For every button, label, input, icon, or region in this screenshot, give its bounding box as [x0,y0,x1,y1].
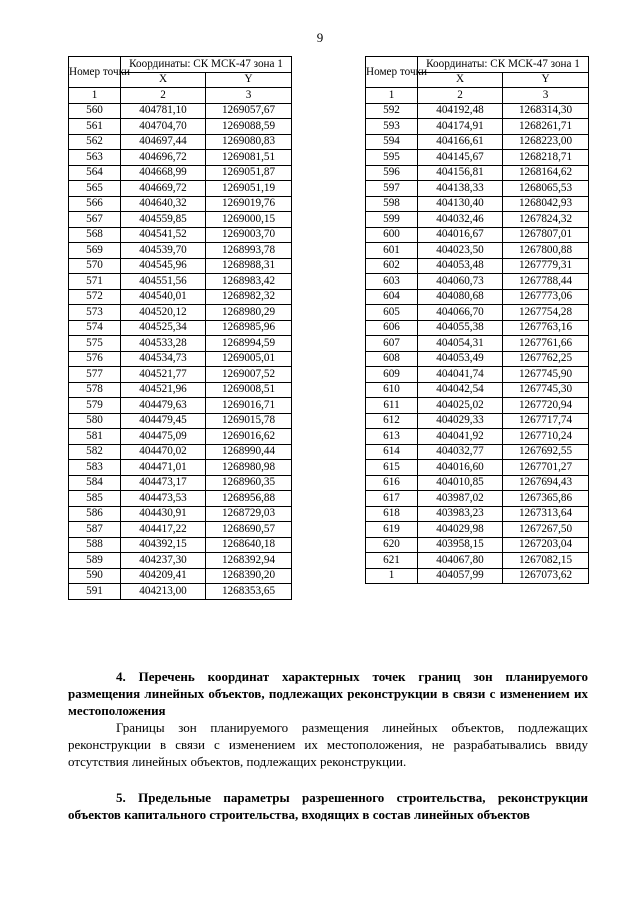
table-row [366,150,589,166]
table-row [366,460,589,476]
table-row [69,227,292,243]
y-coordinate-cell: 1267824,32 [503,212,589,228]
point-number-cell: 611 [366,398,418,414]
table-row [366,320,589,336]
point-number-cell: 1 [366,568,418,584]
point-number-cell: 577 [69,367,121,383]
y-coordinate-cell: 1268729,03 [206,506,292,522]
point-number-cell: 612 [366,413,418,429]
x-header: X [418,72,503,88]
point-number-cell: 613 [366,429,418,445]
y-coordinate-cell: 1267365,86 [503,491,589,507]
x-coordinate-cell: 404174,91 [418,119,503,135]
point-number-cell: 618 [366,506,418,522]
x-coordinate-cell: 404392,15 [121,537,206,553]
y-coordinate-cell: 1267754,28 [503,305,589,321]
y-coordinate-cell: 1268640,18 [206,537,292,553]
table-row [69,150,292,166]
point-number-cell: 604 [366,289,418,305]
col-index-3: 3 [206,88,292,104]
point-number-cell: 560 [69,103,121,119]
x-coordinate-cell: 404055,38 [418,320,503,336]
x-coordinate-cell: 404080,68 [418,289,503,305]
y-coordinate-cell: 1269051,87 [206,165,292,181]
section-4-heading: 4. Перечень координат характерных точек границ зон планируемого размещения линейных объектов, подлежащих реконструкции в связи с изменением их местоположения [68,669,588,718]
x-coordinate-cell: 404025,02 [418,398,503,414]
table-row [366,134,589,150]
col-index-2: 2 [121,88,206,104]
x-coordinate-cell: 404781,10 [121,103,206,119]
table-row [69,103,292,119]
col-index-1: 1 [366,88,418,104]
x-coordinate-cell: 404473,53 [121,491,206,507]
y-coordinate-cell: 1267800,88 [503,243,589,259]
table-row [69,119,292,135]
point-number-cell: 578 [69,382,121,398]
point-number-cell: 597 [366,181,418,197]
point-number-cell: 606 [366,320,418,336]
point-number-header: Номер точки [69,57,121,88]
point-number-cell: 571 [69,274,121,290]
x-header: X [121,72,206,88]
y-coordinate-cell: 1269003,70 [206,227,292,243]
y-coordinate-cell: 1268988,31 [206,258,292,274]
y-coordinate-cell: 1267717,74 [503,413,589,429]
point-number-cell: 608 [366,351,418,367]
y-coordinate-cell: 1268164,62 [503,165,589,181]
section-4-body: Границы зон планируемого размещения линейных объектов, подлежащих реконструкции в связи с изменением их местоположения, не разрабатывались ввиду отсутствия линейных объектов, подлежащих реконструкции. [68,720,588,769]
y-coordinate-cell: 1267082,15 [503,553,589,569]
point-number-cell: 599 [366,212,418,228]
y-coordinate-cell: 1267701,27 [503,460,589,476]
col-index-3: 3 [503,88,589,104]
x-coordinate-cell: 404471,01 [121,460,206,476]
y-coordinate-cell: 1268990,44 [206,444,292,460]
y-coordinate-cell: 1267073,62 [503,568,589,584]
x-coordinate-cell: 404156,81 [418,165,503,181]
x-coordinate-cell: 404029,33 [418,413,503,429]
table-row [69,568,292,584]
y-coordinate-cell: 1267710,24 [503,429,589,445]
x-coordinate-cell: 404023,50 [418,243,503,259]
point-number-cell: 564 [69,165,121,181]
point-number-cell: 602 [366,258,418,274]
x-coordinate-cell: 404520,12 [121,305,206,321]
x-coordinate-cell: 404541,52 [121,227,206,243]
table-row [366,429,589,445]
table-row [69,212,292,228]
y-coordinate-cell: 1268261,71 [503,119,589,135]
x-coordinate-cell: 404032,46 [418,212,503,228]
x-coordinate-cell: 403958,15 [418,537,503,553]
table-row [366,475,589,491]
table-row [366,181,589,197]
x-coordinate-cell: 404067,80 [418,553,503,569]
y-coordinate-cell: 1268960,35 [206,475,292,491]
point-number-cell: 562 [69,134,121,150]
coordinates-table-left [68,56,292,600]
table-row [366,537,589,553]
table-row [69,243,292,259]
point-number-cell: 588 [69,537,121,553]
point-number-cell: 589 [69,553,121,569]
col-index-2: 2 [418,88,503,104]
x-coordinate-cell: 404521,96 [121,382,206,398]
point-number-cell: 621 [366,553,418,569]
table-row [69,289,292,305]
y-coordinate-cell: 1267267,50 [503,522,589,538]
y-coordinate-cell: 1267694,43 [503,475,589,491]
table-row [366,305,589,321]
x-coordinate-cell: 404704,70 [121,119,206,135]
point-number-cell: 584 [69,475,121,491]
y-coordinate-cell: 1269019,76 [206,196,292,212]
point-number-cell: 601 [366,243,418,259]
y-coordinate-cell: 1268956,88 [206,491,292,507]
point-number-cell: 575 [69,336,121,352]
point-number-cell: 574 [69,320,121,336]
table-row [69,382,292,398]
point-number-cell: 580 [69,413,121,429]
table-row [69,584,292,600]
y-header: Y [503,72,589,88]
table-row [69,553,292,569]
x-coordinate-cell: 404640,32 [121,196,206,212]
x-coordinate-cell: 404473,17 [121,475,206,491]
x-coordinate-cell: 404053,48 [418,258,503,274]
y-coordinate-cell: 1267779,31 [503,258,589,274]
table-row [366,119,589,135]
point-number-cell: 615 [366,460,418,476]
x-coordinate-cell: 404042,54 [418,382,503,398]
x-coordinate-cell: 404534,73 [121,351,206,367]
table-row [366,243,589,259]
y-coordinate-cell: 1268218,71 [503,150,589,166]
x-coordinate-cell: 404130,40 [418,196,503,212]
point-number-cell: 581 [69,429,121,445]
point-number-cell: 590 [69,568,121,584]
point-number-cell: 587 [69,522,121,538]
table-row [69,165,292,181]
table-row [366,398,589,414]
y-coordinate-cell: 1269007,52 [206,367,292,383]
y-coordinate-cell: 1269088,59 [206,119,292,135]
y-coordinate-cell: 1267762,25 [503,351,589,367]
coord-system-header: Координаты: СК МСК-47 зона 1 [121,57,292,73]
point-number-cell: 579 [69,398,121,414]
point-number-cell: 600 [366,227,418,243]
x-coordinate-cell: 404213,00 [121,584,206,600]
y-coordinate-cell: 1268353,65 [206,584,292,600]
point-number-cell: 605 [366,305,418,321]
point-number-cell: 607 [366,336,418,352]
y-coordinate-cell: 1269015,78 [206,413,292,429]
y-coordinate-cell: 1268980,98 [206,460,292,476]
point-number-cell: 595 [366,150,418,166]
y-coordinate-cell: 1268390,20 [206,568,292,584]
table-row [366,212,589,228]
x-coordinate-cell: 404417,22 [121,522,206,538]
table-row [69,398,292,414]
point-number-cell: 570 [69,258,121,274]
point-number-cell: 603 [366,274,418,290]
point-number-cell: 561 [69,119,121,135]
y-coordinate-cell: 1268690,57 [206,522,292,538]
x-coordinate-cell: 404479,45 [121,413,206,429]
y-coordinate-cell: 1267761,66 [503,336,589,352]
point-number-cell: 594 [366,134,418,150]
y-coordinate-cell: 1268223,00 [503,134,589,150]
point-number-cell: 572 [69,289,121,305]
x-coordinate-cell: 404029,98 [418,522,503,538]
point-number-cell: 569 [69,243,121,259]
y-coordinate-cell: 1269080,83 [206,134,292,150]
table-row [366,506,589,522]
point-number-cell: 568 [69,227,121,243]
x-coordinate-cell: 404669,72 [121,181,206,197]
point-number-cell: 617 [366,491,418,507]
table-row [366,227,589,243]
table-row [69,181,292,197]
table-row [366,258,589,274]
col-index-1: 1 [69,88,121,104]
table-row [366,522,589,538]
x-coordinate-cell: 404559,85 [121,212,206,228]
y-coordinate-cell: 1269016,62 [206,429,292,445]
y-coordinate-cell: 1268314,30 [503,103,589,119]
table-row [69,367,292,383]
table-row [366,444,589,460]
point-number-cell: 566 [69,196,121,212]
table-row [69,305,292,321]
table-row [366,289,589,305]
table-row [69,475,292,491]
section-5-heading: 5. Предельные параметры разрешенного строительства, реконструкции объектов капитального строительства, входящих в состав линейных объектов [68,790,588,822]
x-coordinate-cell: 404237,30 [121,553,206,569]
table-row [69,491,292,507]
y-coordinate-cell: 1267720,94 [503,398,589,414]
y-header: Y [206,72,292,88]
x-coordinate-cell: 404192,48 [418,103,503,119]
y-coordinate-cell: 1269000,15 [206,212,292,228]
table-row [366,553,589,569]
table-row [69,351,292,367]
table-row [366,165,589,181]
x-coordinate-cell: 404016,67 [418,227,503,243]
y-coordinate-cell: 1268982,32 [206,289,292,305]
y-coordinate-cell: 1269008,51 [206,382,292,398]
y-coordinate-cell: 1268994,59 [206,336,292,352]
x-coordinate-cell: 404540,01 [121,289,206,305]
x-coordinate-cell: 404060,73 [418,274,503,290]
table-row [366,568,589,584]
x-coordinate-cell: 404057,99 [418,568,503,584]
y-coordinate-cell: 1269057,67 [206,103,292,119]
point-number-cell: 596 [366,165,418,181]
point-number-cell: 592 [366,103,418,119]
table-row [69,522,292,538]
x-coordinate-cell: 404016,60 [418,460,503,476]
y-coordinate-cell: 1267692,55 [503,444,589,460]
y-coordinate-cell: 1268065,53 [503,181,589,197]
table-row [69,274,292,290]
x-coordinate-cell: 404138,33 [418,181,503,197]
table-row [366,196,589,212]
x-coordinate-cell: 404041,92 [418,429,503,445]
x-coordinate-cell: 403983,23 [418,506,503,522]
y-coordinate-cell: 1267745,30 [503,382,589,398]
point-number-cell: 620 [366,537,418,553]
y-coordinate-cell: 1267788,44 [503,274,589,290]
point-number-header: Номер точки [366,57,418,88]
x-coordinate-cell: 404145,67 [418,150,503,166]
point-number-cell: 614 [366,444,418,460]
point-number-cell: 610 [366,382,418,398]
y-coordinate-cell: 1268983,42 [206,274,292,290]
coordinates-table-right [365,56,589,584]
x-coordinate-cell: 404668,99 [121,165,206,181]
x-coordinate-cell: 404053,49 [418,351,503,367]
point-number-cell: 582 [69,444,121,460]
y-coordinate-cell: 1267313,64 [503,506,589,522]
x-coordinate-cell: 404209,41 [121,568,206,584]
y-coordinate-cell: 1269081,51 [206,150,292,166]
y-coordinate-cell: 1268980,29 [206,305,292,321]
table-row [366,382,589,398]
table-row [69,460,292,476]
table-row [366,274,589,290]
point-number-cell: 563 [69,150,121,166]
point-number-cell: 583 [69,460,121,476]
x-coordinate-cell: 404551,56 [121,274,206,290]
y-coordinate-cell: 1267203,04 [503,537,589,553]
x-coordinate-cell: 404010,85 [418,475,503,491]
coord-system-header: Координаты: СК МСК-47 зона 1 [418,57,589,73]
x-coordinate-cell: 404430,91 [121,506,206,522]
y-coordinate-cell: 1267773,06 [503,289,589,305]
point-number-cell: 598 [366,196,418,212]
point-number-cell: 565 [69,181,121,197]
point-number-cell: 573 [69,305,121,321]
table-row [69,506,292,522]
point-number-cell: 585 [69,491,121,507]
x-coordinate-cell: 404696,72 [121,150,206,166]
y-coordinate-cell: 1268985,96 [206,320,292,336]
x-coordinate-cell: 403987,02 [418,491,503,507]
table-row [69,429,292,445]
x-coordinate-cell: 404525,34 [121,320,206,336]
y-coordinate-cell: 1269051,19 [206,181,292,197]
point-number-cell: 586 [69,506,121,522]
point-number-cell: 576 [69,351,121,367]
y-coordinate-cell: 1268993,78 [206,243,292,259]
section-4 [68,668,588,770]
x-coordinate-cell: 404166,61 [418,134,503,150]
table-row [366,351,589,367]
x-coordinate-cell: 404697,44 [121,134,206,150]
point-number-cell: 593 [366,119,418,135]
y-coordinate-cell: 1268042,93 [503,196,589,212]
table-row [69,413,292,429]
table-row [366,336,589,352]
point-number-cell: 567 [69,212,121,228]
x-coordinate-cell: 404533,28 [121,336,206,352]
y-coordinate-cell: 1267745,90 [503,367,589,383]
section-5 [68,789,588,823]
table-row [366,367,589,383]
y-coordinate-cell: 1267763,16 [503,320,589,336]
x-coordinate-cell: 404470,02 [121,444,206,460]
point-number-cell: 591 [69,584,121,600]
table-row [69,196,292,212]
table-row [69,336,292,352]
x-coordinate-cell: 404066,70 [418,305,503,321]
x-coordinate-cell: 404475,09 [121,429,206,445]
table-row [366,413,589,429]
table-row [69,320,292,336]
table-row [366,103,589,119]
table-row [69,258,292,274]
point-number-cell: 619 [366,522,418,538]
table-row [366,491,589,507]
x-coordinate-cell: 404054,31 [418,336,503,352]
x-coordinate-cell: 404545,96 [121,258,206,274]
y-coordinate-cell: 1268392,94 [206,553,292,569]
table-row [69,537,292,553]
table-row [69,134,292,150]
x-coordinate-cell: 404539,70 [121,243,206,259]
x-coordinate-cell: 404521,77 [121,367,206,383]
point-number-cell: 609 [366,367,418,383]
x-coordinate-cell: 404479,63 [121,398,206,414]
x-coordinate-cell: 404041,74 [418,367,503,383]
page-number: 9 [316,30,324,45]
x-coordinate-cell: 404032,77 [418,444,503,460]
y-coordinate-cell: 1269016,71 [206,398,292,414]
y-coordinate-cell: 1269005,01 [206,351,292,367]
table-row [69,444,292,460]
point-number-cell: 616 [366,475,418,491]
y-coordinate-cell: 1267807,01 [503,227,589,243]
